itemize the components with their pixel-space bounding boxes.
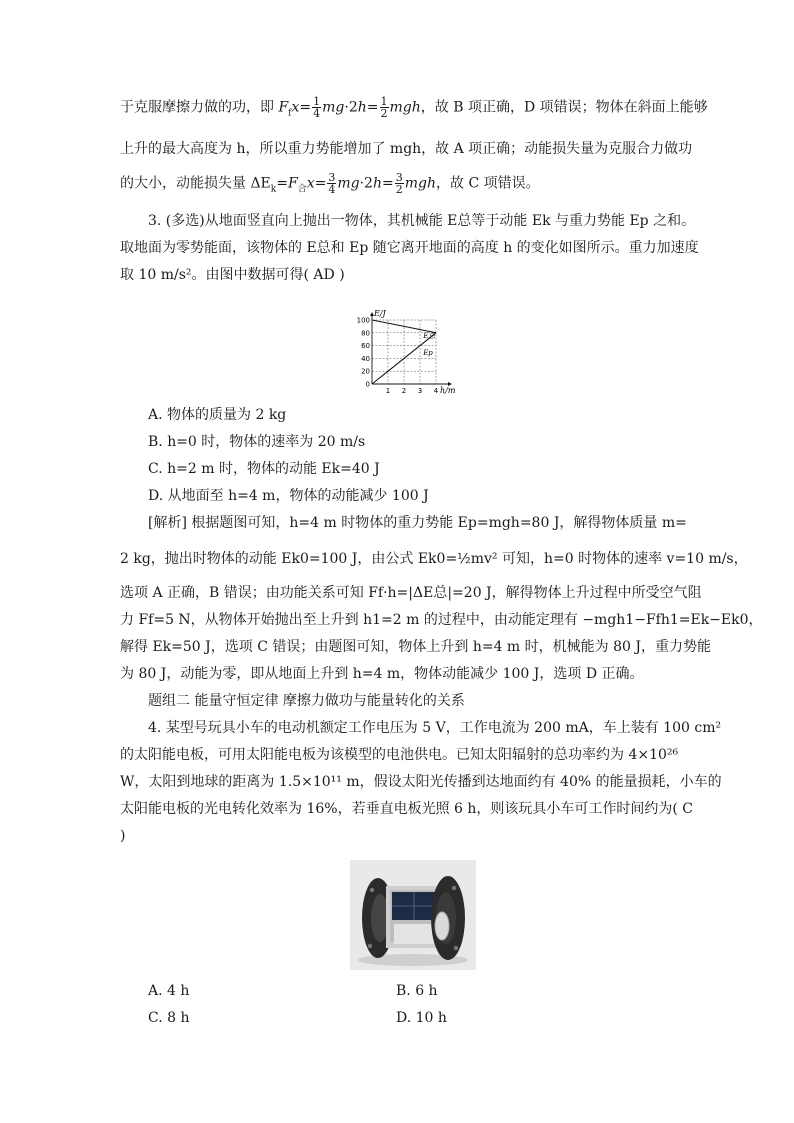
- analysis-line: 解得 Ek=50 J，选项 C 错误；由题图可知，物体上升到 h=4 m 时，机械能为 80 J，重力势能: [120, 639, 711, 655]
- analysis-line: 2 kg，抛出时物体的动能 Ek0=100 J，由公式 Ek0=½mv² 可知，h=0 时物体的速率 v=10 m/s，: [120, 551, 748, 567]
- text-line: 的大小，动能损失量 $\Delta E_k=F_合x=$ $\frac{3}{4}$ mg·2h= $\frac{3}{2}$ mgh，故 C 项错误。: [120, 171, 540, 196]
- option-a: A. 4 h: [148, 983, 190, 999]
- y-axis-label: E/J: [374, 309, 386, 318]
- question-3-line: 取 10 m/s²。由图中数据可得( AD ): [120, 267, 345, 283]
- series-label: E总: [423, 332, 436, 341]
- y-tick-label: 20: [361, 367, 370, 376]
- analysis-line: 力 Ff=5 N，从物体开始抛出至上升到 h1=2 m 的过程中，由动能定理有 −mgh1−Ffh1=Ek−Ek0，: [120, 612, 763, 628]
- option-c: C. h=2 m 时，物体的动能 Ek=40 J: [148, 461, 380, 477]
- energy-height-chart: [350, 308, 475, 398]
- option-b: B. 6 h: [396, 983, 438, 999]
- option-a: A. 物体的质量为 2 kg: [148, 407, 287, 423]
- text-segment: ，故 B 项正确，D 项错误；物体在斜面上能够: [420, 99, 708, 116]
- text-line: 于克服摩擦力做的功，即 $F_fx=$ $\frac{1}{4}$ mg·2h= $\frac{1}{2}$ mgh，故 B 项正确，D 项错误；物体在斜面上能够: [120, 95, 708, 120]
- toy-car-photo: [350, 860, 476, 970]
- text-segment: 的大小，动能损失量 ΔE: [120, 175, 271, 192]
- text-segment: 于克服摩擦力做的功，即: [120, 99, 279, 116]
- option-c: C. 8 h: [148, 1010, 190, 1026]
- y-tick-label: 60: [361, 342, 370, 351]
- question-4-line: 太阳能电板的光电转化效率为 16%，若垂直电板光照 6 h，则该玩具小车可工作时间约为( C: [120, 801, 694, 817]
- question-4-line: ): [120, 828, 126, 844]
- option-d: D. 10 h: [396, 1010, 447, 1026]
- x-axis-label: h/m: [440, 386, 456, 395]
- y-tick-label: 0: [365, 380, 370, 389]
- x-tick-label: 4: [433, 387, 439, 395]
- x-tick-label: 1: [385, 387, 391, 395]
- question-4-line: 的太阳能电板，可用太阳能电板为该模型的电池供电。已知太阳辐射的总功率约为 4×10²⁶: [120, 747, 679, 763]
- y-tick-label: 40: [361, 354, 370, 363]
- x-tick-label: 3: [417, 387, 423, 395]
- option-b: B. h=0 时，物体的速率为 20 m/s: [148, 434, 366, 450]
- analysis-line: [解析] 根据题图可知，h=4 m 时物体的重力势能 Ep=mgh=80 J，解得物体质量 m=: [148, 515, 687, 531]
- x-tick-label: 2: [401, 387, 407, 395]
- section-heading: 题组二 能量守恒定律 摩擦力做功与能量转化的关系: [148, 693, 465, 709]
- y-tick-label: 100: [356, 316, 370, 325]
- question-3-line: 取地面为零势能面，该物体的 E总和 Ep 随它离开地面的高度 h 的变化如图所示。重力加速度: [120, 240, 699, 256]
- analysis-line: 选项 A 正确，B 错误；由功能关系可知 Ff·h=|ΔE总|=20 J，解得物体上升过程中所受空气阻: [120, 585, 702, 601]
- chart-axes: [370, 312, 452, 386]
- analysis-line: 为 80 J，动能为零，即从地面上升到 h=4 m，物体动能减少 100 J，选项 D 正确。: [120, 666, 644, 682]
- series-label: Ep: [423, 349, 433, 358]
- text-segment: ，故 C 项错误。: [436, 175, 540, 192]
- question-3-line: 3. (多选)从地面竖直向上抛出一物体，其机械能 E总等于动能 Ek 与重力势能 Ep 之和。: [148, 213, 696, 229]
- option-d: D. 从地面至 h=4 m，物体的动能减少 100 J: [148, 488, 429, 504]
- y-tick-label: 80: [361, 329, 370, 338]
- question-4-line: 4. 某型号玩具小车的电动机额定工作电压为 5 V，工作电流为 200 mA，车上装有 100 cm²: [148, 720, 722, 736]
- question-4-line: W，太阳到地球的距离为 1.5×10¹¹ m，假设太阳光传播到达地面约有 40% 的能量损耗，小车的: [120, 774, 722, 790]
- text-line: 上升的最大高度为 h，所以重力势能增加了 mgh，故 A 项正确；动能损失量为克服合力做功: [120, 141, 693, 157]
